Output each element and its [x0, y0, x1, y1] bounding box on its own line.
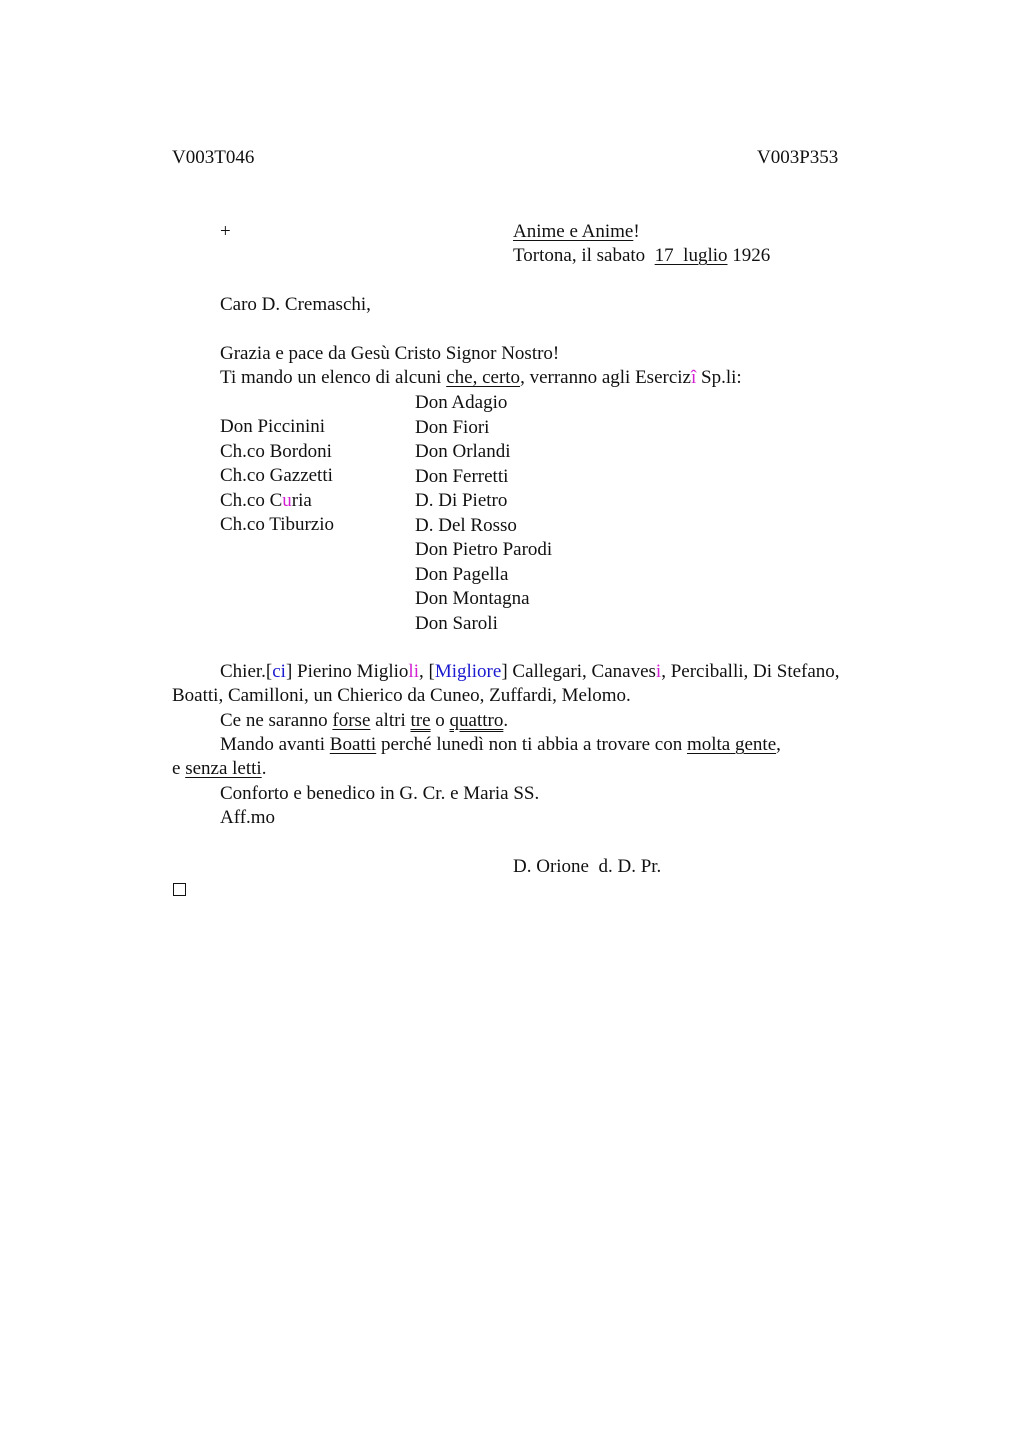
list-item: Ch.co Tiburzio [220, 514, 335, 535]
list-item: Don Adagio [415, 392, 508, 413]
intro-line [220, 366, 742, 391]
editorial-insertion: Migliore [434, 661, 502, 682]
intro-text: Ti mando un elenco di alcuni [220, 367, 447, 388]
intro-text-3: Sp.li: [696, 367, 742, 388]
emendation: li [408, 661, 419, 682]
list-item: Don Saroli [415, 612, 498, 634]
more-line: Ce ne saranno forse altri tre o quattro. [220, 710, 509, 731]
greeting: Grazia e pace da Gesù Cristo Signor Nostro! [220, 343, 560, 364]
list-item: Don Piccinini [220, 416, 326, 437]
underlined-word: senza letti [185, 758, 262, 779]
motto [513, 220, 640, 245]
list-item: Don Ferretti [415, 465, 509, 487]
double-underlined-word: tre [410, 710, 431, 731]
intro-text-2: , verranno agli Eserciz [520, 367, 691, 388]
names-list-left [220, 415, 334, 538]
list-item: Don Orlandi [415, 441, 511, 462]
list-item: Don Montagna [415, 588, 530, 609]
list-item: Ch.co Bordoni [220, 440, 332, 462]
document-code-right: V003P353 [757, 147, 839, 168]
intro-emendation: î [690, 367, 697, 388]
date-day-month: 17 luglio [654, 245, 728, 266]
underlined-word: molta gente [686, 734, 777, 755]
document-code-left: V003T046 [172, 147, 255, 168]
blessing: Conforto e benedico in G. Cr. e Maria SS. [220, 783, 540, 804]
motto-text: Anime e Anime [513, 221, 634, 242]
underlined-word: Boatti [329, 734, 377, 755]
date-prefix: Tortona, il sabato [513, 245, 646, 266]
motto-exclamation: ! [633, 221, 640, 242]
send-line-1: Mando avanti Boatti perché lunedì non ti abbia a trovare con molta gente, [220, 734, 781, 755]
list-item: Don Pietro Parodi [415, 539, 553, 560]
editorial-insertion: ci [272, 661, 286, 682]
underlined-word: forse [332, 710, 371, 731]
closing: Aff.mo [220, 807, 276, 828]
intro-underlined: che, certo [446, 367, 521, 388]
list-item: D. Del Rosso [415, 514, 517, 536]
chierici-line-1: Chier.[ci] Pierino Miglioli, [Migliore] Callegari, Canavesi, Perciballi, Di Stefano, [220, 661, 840, 682]
chierici-line-2: Boatti, Camilloni, un Chierico da Cuneo, Zuffardi, Melomo. [172, 685, 631, 706]
list-item: D. Di Pietro [415, 490, 508, 511]
date-line [513, 244, 770, 269]
send-line-2: e senza letti. [172, 758, 267, 779]
list-item: Don Fiori [415, 416, 490, 438]
double-underlined-word: quattro [449, 710, 504, 731]
salutation: Caro D. Cremaschi, [220, 294, 371, 315]
emendation: i [655, 661, 662, 682]
names-list-right [415, 391, 552, 636]
cross-mark: + [220, 221, 231, 242]
list-item: Ch.co Curia [220, 489, 312, 511]
list-item: Don Pagella [415, 563, 509, 585]
emendation: u [282, 489, 292, 511]
list-item: Ch.co Gazzetti [220, 465, 333, 486]
date-year: 1926 [732, 245, 771, 266]
end-of-document-square-icon [173, 883, 186, 896]
signature: D. Orione d. D. Pr. [513, 856, 662, 877]
